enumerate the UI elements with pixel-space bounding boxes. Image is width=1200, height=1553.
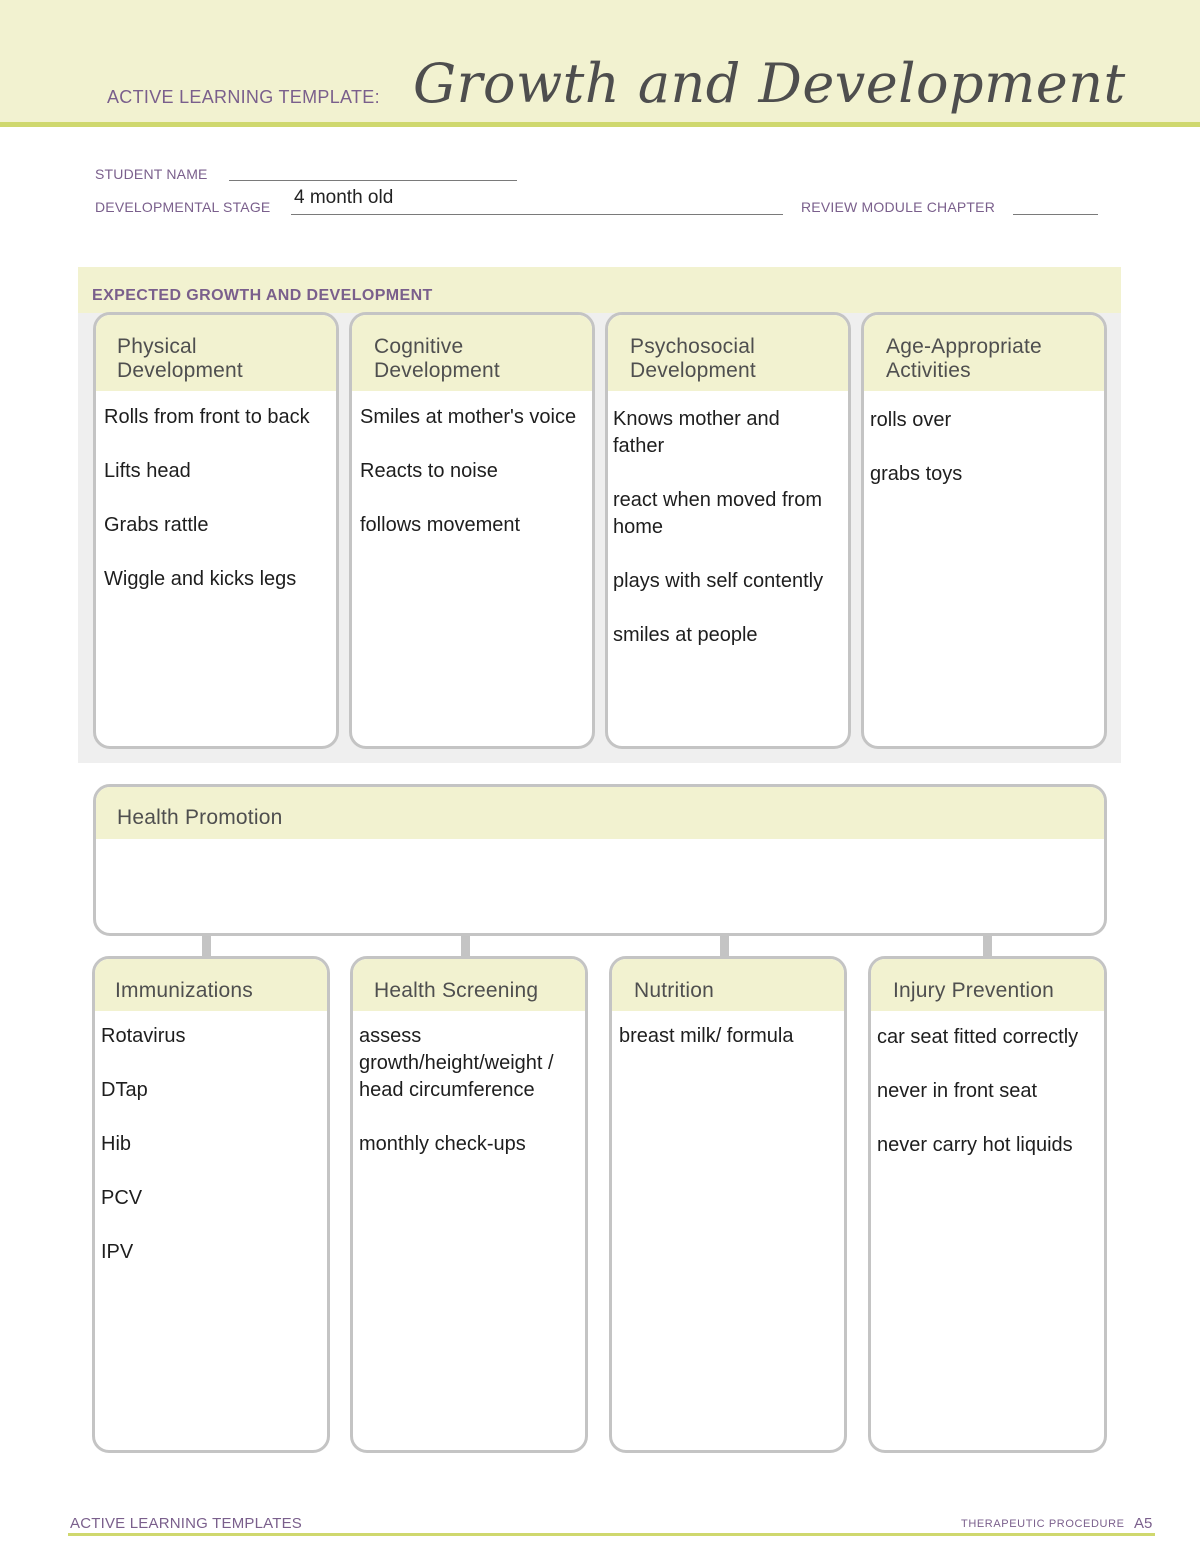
card-title: Nutrition xyxy=(634,979,714,1002)
card-body xyxy=(613,406,833,649)
card-body xyxy=(877,1024,1097,1159)
list-item: smiles at people xyxy=(613,624,758,646)
card-title: Physical Development xyxy=(117,335,243,382)
list-item: IPV xyxy=(101,1241,134,1263)
list-item: follows movement xyxy=(360,514,521,536)
review-module-chapter-label: REVIEW MODULE CHAPTER xyxy=(801,199,995,215)
list-item: never carry hot liquids xyxy=(877,1134,1073,1156)
list-item: plays with self contently xyxy=(613,570,824,592)
connector xyxy=(202,935,211,957)
connector xyxy=(983,935,992,957)
card-body xyxy=(870,407,1094,488)
list-item: assess growth/height/weight / head circumference xyxy=(359,1025,554,1101)
list-item: Reacts to noise xyxy=(360,460,498,482)
list-item: Grabs rattle xyxy=(104,514,209,536)
card-title: Health Screening xyxy=(374,979,539,1002)
list-item: Wiggle and kicks legs xyxy=(104,568,297,590)
physical-development-card xyxy=(93,312,339,749)
list-item: PCV xyxy=(101,1187,143,1209)
list-item: never in front seat xyxy=(877,1080,1038,1102)
review-module-chapter-field[interactable] xyxy=(1013,214,1098,215)
card-title: Psychosocial Development xyxy=(630,335,756,382)
age-appropriate-activities-card xyxy=(861,312,1107,749)
expected-growth-title: EXPECTED GROWTH AND DEVELOPMENT xyxy=(92,287,433,304)
connector xyxy=(461,935,470,957)
card-title: Cognitive Development xyxy=(374,335,500,382)
list-item: Rotavirus xyxy=(101,1025,186,1047)
connector xyxy=(720,935,729,957)
developmental-stage-value: 4 month old xyxy=(294,187,394,208)
list-item: rolls over xyxy=(870,409,952,431)
health-promotion-card xyxy=(93,784,1107,936)
list-item: Rolls from front to back xyxy=(104,406,310,428)
list-item: Hib xyxy=(101,1133,132,1155)
page-title: Growth and Development xyxy=(413,52,1126,115)
list-item: Knows mother and father xyxy=(613,408,780,457)
template-label: ACTIVE LEARNING TEMPLATE: xyxy=(107,87,380,107)
footer-left-text: ACTIVE LEARNING TEMPLATES xyxy=(70,1515,302,1532)
health-screening-card xyxy=(350,956,588,1453)
list-item: grabs toys xyxy=(870,463,963,485)
list-item: car seat fitted correctly xyxy=(877,1026,1079,1048)
student-name-field[interactable] xyxy=(229,180,517,181)
cognitive-development-card xyxy=(349,312,595,749)
list-item: breast milk/ formula xyxy=(619,1025,794,1047)
card-title: Immunizations xyxy=(115,979,253,1002)
psychosocial-development-card xyxy=(605,312,851,749)
card-body xyxy=(104,404,336,593)
header-rule xyxy=(0,122,1200,127)
list-item: Lifts head xyxy=(104,460,191,482)
card-body xyxy=(101,1023,321,1266)
card-title: Injury Prevention xyxy=(893,979,1054,1002)
card-title: Health Promotion xyxy=(117,806,283,829)
card-body xyxy=(359,1023,583,1158)
nutrition-card xyxy=(609,956,847,1453)
list-item: react when moved from home xyxy=(613,489,822,538)
footer-right-text: THERAPEUTIC PROCEDURE xyxy=(961,1518,1125,1530)
list-item: monthly check-ups xyxy=(359,1133,526,1155)
page-number: A5 xyxy=(1134,1515,1153,1532)
list-item: DTap xyxy=(101,1079,148,1101)
developmental-stage-field[interactable] xyxy=(291,214,783,215)
card-body xyxy=(619,1023,843,1050)
card-body xyxy=(360,404,584,539)
footer-rule xyxy=(68,1533,1155,1536)
card-title: Age-Appropriate Activities xyxy=(886,335,1042,382)
student-name-label: STUDENT NAME xyxy=(95,166,208,182)
immunizations-card xyxy=(92,956,330,1453)
injury-prevention-card xyxy=(868,956,1107,1453)
list-item: Smiles at mother's voice xyxy=(360,406,577,428)
developmental-stage-label: DEVELOPMENTAL STAGE xyxy=(95,199,271,215)
